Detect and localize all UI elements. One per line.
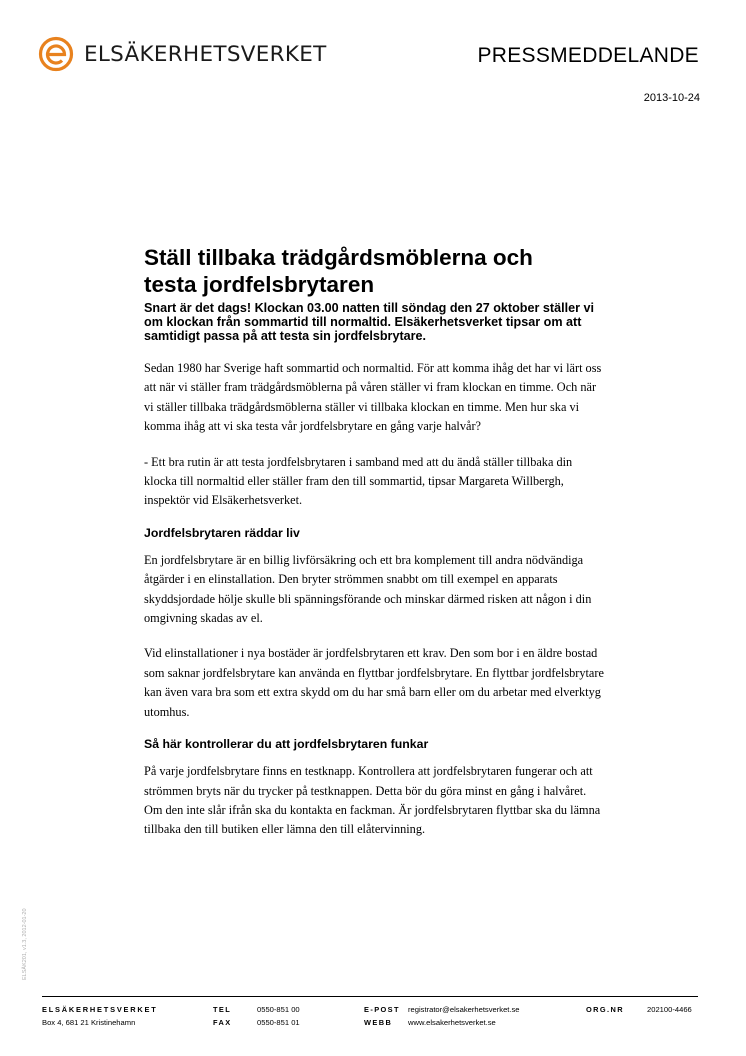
title-line-2: testa jordfelsbrytaren (144, 272, 375, 297)
template-code: ELSÄK201, v1.3, 2012-01-20 (22, 908, 28, 980)
document-date: 2013-10-24 (643, 92, 700, 104)
footer-tel-label: TEL (213, 1005, 232, 1014)
title-line-1: Ställ tillbaka trädgårdsmöblerna och (144, 245, 533, 270)
logo-text: ELSÄKERHETSVERKET (84, 41, 327, 67)
paragraph-2: - Ett bra rutin är att testa jordfelsbrytaren i samband med att du ändå ställer tillbaka din klocka till normaltid eller ställer fram den till sommartid, tipsar Margareta Willbergh, inspektör vid Elsäkerhetsverket. (144, 454, 573, 508)
elsakerhetsverket-logo-icon (38, 36, 74, 72)
paragraph-1: Sedan 1980 har Sverige haft sommartid och normaltid. För att komma ihåg det har vi lärt oss att när vi ställer fram trädgårdsmöblerna på våren ställer vi fram klockan en timme. Och när vi ställer tillbaka trädgårdsmöblerna ställer vi tillbaka klockan en timme. Men hur ska vi komma ihåg att vi ska testa vår jordfelsbrytare en gång varje halvår? (144, 361, 602, 434)
footer-divider (42, 996, 698, 997)
footer-orgnr-label: ORG.NR (586, 1005, 624, 1014)
document-type: PRESSMEDDELANDE (477, 44, 699, 67)
footer-address: Box 4, 681 21 Kristinehamn (42, 1018, 136, 1027)
article (144, 244, 606, 840)
article-lead: Snart är det dags! Klockan 03.00 natten till söndag den 27 oktober ställer vi om klockan från sommartid till normaltid. Elsäkerhetsverket tipsar om att samtidigt passa på att testa sin jordfelsbrytare. (144, 301, 595, 343)
paragraph-5: På varje jordfelsbrytare finns en testknapp. Kontrollera att jordfelsbrytaren fungerar och att strömmen bryts när du trycker på testknappen. Detta bör du göra minst en gång i halvåret. Om den inte slår ifrån ska du kontakta en fackman. Är jordfelsbrytaren flyttbar ska du lämna tillbaka den till butiken eller lämna den till elåtervinning. (144, 764, 601, 837)
subheading-2: Så här kontrollerar du att jordfelsbrytaren funkar (144, 737, 429, 752)
footer-orgnr: 202100-4466 (647, 1005, 692, 1014)
footer-tel: 0550-851 00 (257, 1005, 300, 1014)
subheading-1: Jordfelsbrytaren räddar liv (144, 525, 300, 540)
footer-org-name: ELSÄKERHETSVERKET (42, 1005, 158, 1014)
footer-web[interactable]: www.elsakerhetsverket.se (408, 1018, 496, 1027)
brand-logo (38, 36, 327, 72)
footer-fax: 0550-851 01 (257, 1018, 300, 1027)
paragraph-4: Vid elinstallationer i nya bostäder är jordfelsbrytaren ett krav. Den som bor i en äldre bostad som saknar jordfelsbrytare kan använda en flyttbar jordfelsbrytare. En flyttbar jordfelsbrytare kan även vara bra som ett extra skydd om du har små barn eller om du arbetar med elverktyg utomhus. (144, 646, 604, 719)
footer-email[interactable]: registrator@elsakerhetsverket.se (408, 1005, 520, 1014)
article-title (144, 244, 606, 298)
footer-web-label: WEBB (364, 1018, 393, 1027)
footer-email-label: E-POST (364, 1005, 400, 1014)
paragraph-3: En jordfelsbrytare är en billig livförsäkring och ett bra komplement till andra nödvändiga åtgärder i en elinstallation. Den bryter strömmen snabbt om till exempel en apparats skyddsjordade hölje skulle bli spänningsförande och minskar därmed risken att någon i din omgivning skadas av el. (144, 552, 592, 626)
footer-fax-label: FAX (213, 1018, 232, 1027)
